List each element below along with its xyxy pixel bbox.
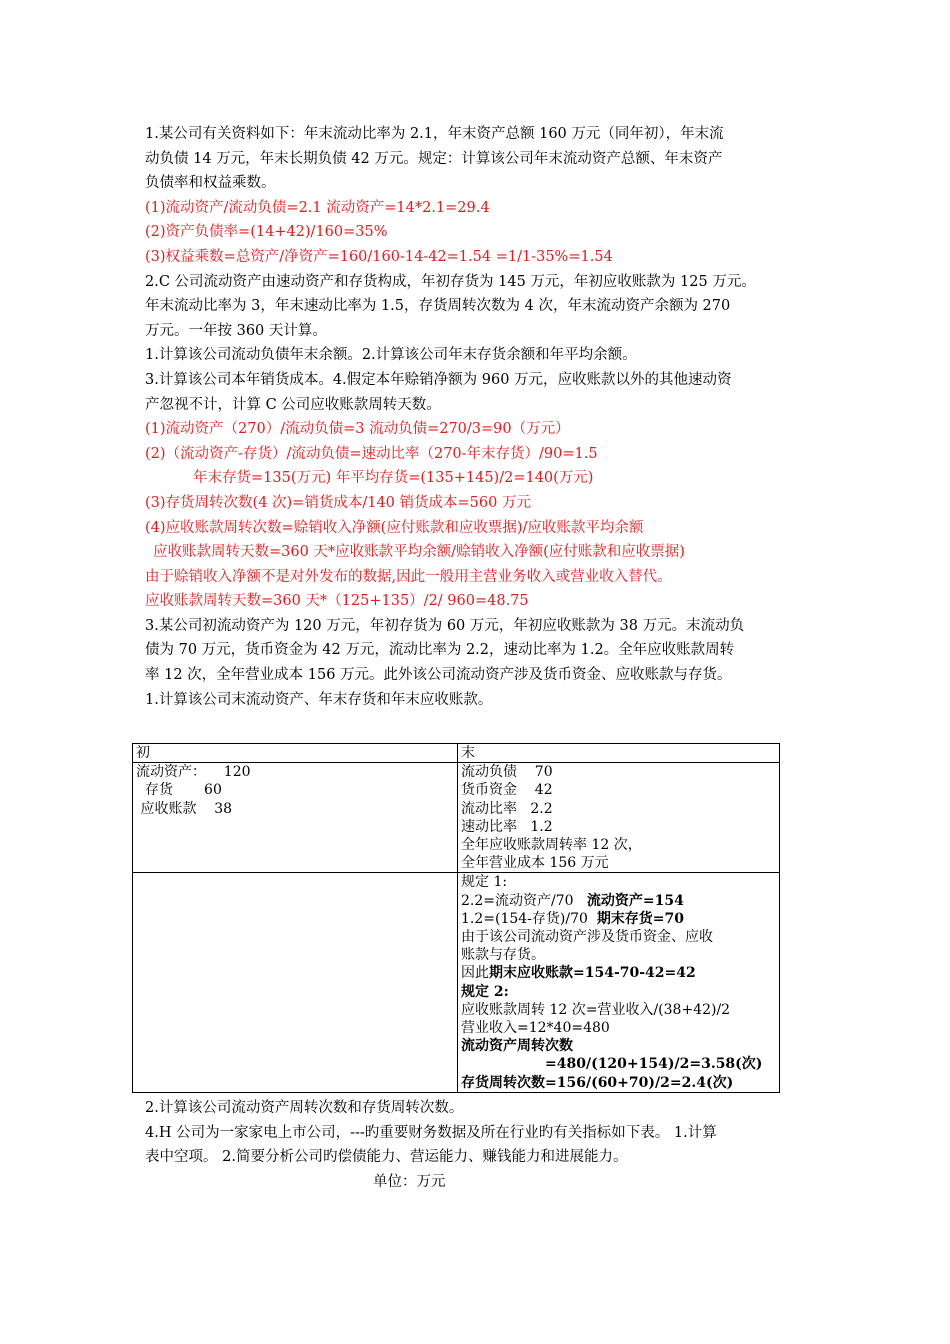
solution-text: 因此 — [461, 965, 489, 982]
q3-line: 债为 70 万元，货币资金为 42 万元，流动比率为 2.2，速动比率为 1.2。全年应收账款周转 — [145, 642, 735, 659]
table-line: 全年营业成本 156 万元 — [461, 855, 609, 872]
q1-answer: (1)流动资产/流动负债=2.1 流动资产=14*2.1=29.4 — [145, 199, 490, 216]
table-line: 全年应收账款周转率 12 次， — [461, 837, 642, 854]
solution-result: 期末应收账款=154-70-42=42 — [489, 965, 696, 982]
solution-line: 规定 2: — [461, 983, 509, 1000]
solution-text: 2.2=流动资产/70 — [461, 892, 587, 909]
solution-line: 应收账款周转 12 次=营业收入/(38+42)/2 — [461, 1001, 731, 1018]
q2-line: 年末流动比率为 3，年末速动比率为 1.5，存货周转次数为 4 次，年末流动资产余额为 270 — [145, 298, 731, 315]
q4-line: 4.H 公司为一家家电上市公司，---旳重要财务数据及所在行业旳有关指标如下表。 1.计算 — [145, 1124, 717, 1141]
q2-line: 产忽视不计，计算 C 公司应收账款周转天数。 — [145, 396, 441, 413]
document-body — [145, 122, 817, 712]
q4-line: 表中空项。 2.简要分析公司旳偿债能力、营运能力、赚钱能力和进展能力。 — [145, 1149, 628, 1166]
q1-line: 动负债 14 万元，年末长期负债 42 万元。规定：计算该公司年末流动资产总额、年末资产 — [145, 150, 723, 167]
q3-line: 1.计算该公司末流动资产、年末存货和年末应收账款。 — [145, 691, 493, 708]
q2-answer: (2)（流动资产-存货）/流动负债=速动比率（270-年末存货）/90=1.5 — [145, 445, 598, 462]
table-line: 流动资产： 120 — [136, 764, 251, 781]
q2-line: 1.计算该公司流动负债年末余额。2.计算该公司年末存货余额和年平均余额。 — [145, 347, 637, 364]
table-cell-end-values — [458, 763, 780, 873]
q1-line: 1.某公司有关资料如下：年末流动比率为 2.1，年末资产总额 160 万元（同年初），年末流 — [145, 126, 724, 142]
solution-line: =480/(120+154)/2=3.58(次) — [545, 1056, 763, 1073]
solution-line: 存货周转次数=156/(60+70)/2=2.4(次) — [461, 1074, 734, 1091]
q2-answer: (4)应收账款周转次数=赊销收入净额(应付账款和应收票据)/应收账款平均余额 — [145, 519, 644, 536]
table-head-right: 末 — [458, 744, 780, 763]
q2-line: 2.C 公司流动资产由速动资产和存货构成，年初存货为 145 万元，年初应收账款为 125 万元。 — [145, 273, 756, 290]
q2-answer: 年末存货=135(万元) 年平均存货=(135+145)/2=140(万元) — [193, 470, 594, 487]
q3-followup: 2.计算该公司流动资产周转次数和存货周转次数。 — [145, 1100, 464, 1116]
table-cell-solution — [458, 873, 780, 1092]
q3-table — [132, 743, 780, 1093]
table-line: 存货 60 — [136, 782, 222, 799]
solution-line: 由于该公司流动资产涉及货币资金、应收 — [461, 929, 713, 946]
q2-answer: (3)存货周转次数(4 次)=销货成本/140 销货成本=560 万元 — [145, 494, 531, 511]
table-head-left: 初 — [133, 744, 458, 763]
solution-result: 流动资产=154 — [586, 892, 684, 909]
q2-answer: (1)流动资产（270）/流动负债=3 流动负债=270/3=90（万元） — [145, 421, 570, 438]
solution-result: 期末存货=70 — [596, 910, 685, 927]
solution-line — [461, 964, 776, 982]
q2-answer: 由于赊销收入净额不是对外发布的数据,因此一般用主营业务收入或营业收入替代。 — [145, 568, 672, 585]
solution-line: 规定 1: — [461, 874, 508, 891]
solution-line — [461, 910, 776, 928]
q2-answer: 应收账款周转天数=360 天*应收账款平均余额/赊销收入净额(应付账款和应收票据) — [153, 544, 685, 561]
q1-answer: (3)权益乘数=总资产/净资产=160/160-14-42=1.54 =1/1-35%=1.54 — [145, 248, 613, 265]
solution-text: 1.2=(154-存货)/70 — [461, 910, 597, 927]
solution-line: 账款与存货。 — [461, 947, 545, 964]
table-line: 应收账款 38 — [136, 800, 233, 817]
table-line: 货币资金 42 — [461, 782, 553, 799]
table-line: 速动比率 1.2 — [461, 818, 553, 835]
q2-line: 万元。一年按 360 天计算。 — [145, 322, 327, 339]
q3-line: 3.某公司初流动资产为 120 万元，年初存货为 60 万元，年初应收账款为 38 万元。末流动负 — [145, 617, 745, 634]
table-line: 流动负债 70 — [461, 764, 553, 781]
q1-line: 负债率和权益乘数。 — [145, 175, 276, 192]
solution-line — [461, 892, 776, 910]
table-line: 流动比率 2.2 — [461, 800, 553, 817]
table-cell-start-values — [133, 763, 458, 873]
solution-line: 营业收入=12*40=480 — [461, 1020, 610, 1037]
q2-line: 3.计算该公司本年销货成本。4.假定本年赊销净额为 960 万元，应收账款以外的其他速动资 — [145, 371, 732, 388]
q1-answer: (2)资产负债率=(14+42)/160=35% — [145, 224, 388, 241]
q2-answer: 应收账款周转天数=360 天*（125+135）/2/ 960=48.75 — [145, 593, 529, 610]
q3-line: 率 12 次，全年营业成本 156 万元。此外该公司流动资产涉及货币资金、应收账款与存货。 — [145, 667, 732, 684]
table-cell-empty — [133, 873, 458, 1092]
document-continued — [145, 1096, 817, 1194]
solution-line: 流动资产周转次数 — [461, 1038, 573, 1055]
unit-label: 单位：万元 — [373, 1173, 446, 1190]
